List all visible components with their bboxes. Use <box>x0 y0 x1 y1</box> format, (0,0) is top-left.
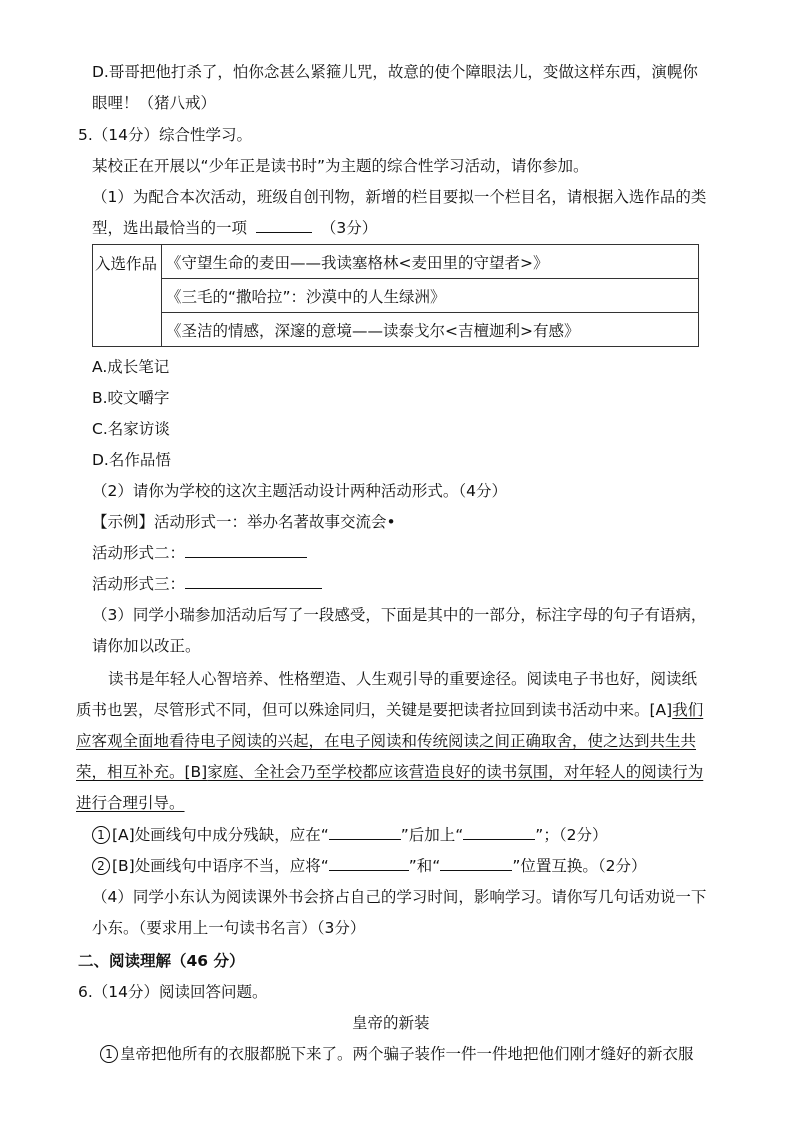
sub-question-1-text-2: ”后加上“ <box>400 826 464 844</box>
table-cell: 《守望生命的麦田——我读塞格林<麦田里的守望者>》 <box>162 245 699 279</box>
passage-line2 <box>76 700 703 720</box>
answer-blank[interactable] <box>463 825 535 840</box>
option-b: B.咬文嚼字 <box>92 389 170 407</box>
sub-question-1 <box>92 825 607 845</box>
sub-question-2-text-2: ”和“ <box>408 857 441 875</box>
circled-number: 2 <box>92 857 110 875</box>
selected-works-table <box>92 244 699 347</box>
table-cell: 《三毛的“撒哈拉”：沙漠中的人生绿洲》 <box>162 279 699 313</box>
activity-form-3-label: 活动形式三： <box>92 575 186 593</box>
q6-header: 6.（14分）阅读回答问题。 <box>78 983 268 1001</box>
activity-form-2 <box>92 543 307 563</box>
sub-question-1-text: [A]处画线句中成分残缺，应在“ <box>112 826 329 844</box>
underlined-sentence-b-end: 进行合理引导。 <box>76 794 185 812</box>
underlined-sentence-b: 家庭、全社会乃至学校都应该营造良好的读书氛围，对年轻人的阅读行为 <box>207 763 704 781</box>
passage-line4 <box>76 762 703 782</box>
table-header-cell: 入选作品 <box>93 245 162 347</box>
q5-part4-line2: 小东。（要求用上一句读书名言）（3分） <box>92 919 366 937</box>
option-d: D.名作品悟 <box>92 451 171 469</box>
table-row <box>93 279 699 313</box>
section-title: 二、阅读理解（46 分） <box>78 952 245 970</box>
answer-blank[interactable] <box>256 218 312 233</box>
table-cell: 《圣洁的情感，深邃的意境——读泰戈尔<吉檀迦利>有感》 <box>162 313 699 347</box>
story-para1 <box>100 1044 694 1064</box>
passage-line2-text: 质书也罢，尽管形式不同，但可以殊途同归，关键是要把读者拉回到读书活动中来。[A] <box>76 701 673 719</box>
q5-part3-line1: （3）同学小瑞参加活动后写了一段感受，下面是其中的一部分，标注字母的句子有语病， <box>92 606 707 624</box>
q5-part1-line2 <box>92 218 377 238</box>
answer-blank[interactable] <box>185 543 307 558</box>
q5-example: 【示例】活动形式一：举办名著故事交流会• <box>92 513 396 531</box>
answer-blank[interactable] <box>185 574 322 589</box>
q5-part1-text: 型，选出最恰当的一项 <box>92 219 248 237</box>
sub-question-2-text: [B]处画线句中语序不当，应将“ <box>112 857 329 875</box>
option-c: C.名家访谈 <box>92 420 170 438</box>
table-row <box>93 313 699 347</box>
passage-line1: 读书是年轻人心智培养、性格塑造、人生观引导的重要途径。阅读电子书也好，阅读纸 <box>108 670 698 688</box>
activity-form-3 <box>92 574 322 594</box>
story-title: 皇帝的新装 <box>352 1014 430 1032</box>
sub-question-1-score: ”；（2分） <box>535 826 608 844</box>
sub-question-2 <box>92 856 646 876</box>
q4-option-d-line2: 眼哩！（猪八戒） <box>92 94 217 112</box>
q5-part3-line2: 请你加以改正。 <box>92 637 201 655</box>
underlined-sentence-a-end: 荣，相互补充。[B] <box>76 763 208 781</box>
q5-header: 5.（14分）综合性学习。 <box>78 126 253 144</box>
answer-blank[interactable] <box>329 856 409 871</box>
underlined-sentence-a: 我们 <box>672 701 704 719</box>
option-a: A.成长笔记 <box>92 358 170 376</box>
story-para1-text: 皇帝把他所有的衣服都脱下来了。两个骗子装作一件一件地把他们刚才缝好的新衣服 <box>120 1045 694 1063</box>
table-row <box>93 245 699 279</box>
answer-blank[interactable] <box>440 856 512 871</box>
q5-part1-score: （3分） <box>320 219 378 237</box>
underlined-sentence-a-cont: 应客观全面地看待电子阅读的兴起，在电子阅读和传统阅读之间正确取舍，使之达到共生共 <box>76 732 697 750</box>
q5-part1-line1: （1）为配合本次活动，班级自创刊物，新增的栏目要拟一个栏目名，请根据入选作品的类 <box>92 188 707 206</box>
q5-intro: 某校正在开展以“少年正是读书时”为主题的综合性学习活动，请你参加。 <box>92 157 589 175</box>
circled-number: 1 <box>92 826 110 844</box>
answer-blank[interactable] <box>329 825 401 840</box>
activity-form-2-label: 活动形式二： <box>92 544 186 562</box>
q5-part2: （2）请你为学校的这次主题活动设计两种活动形式。（4分） <box>92 482 507 500</box>
q4-option-d-line1: D.哥哥把他打杀了，怕你念甚么紧箍儿咒，故意的使个障眼法儿，变做这样东西，演幌你 <box>92 63 698 81</box>
sub-question-2-score: ”位置互换。（2分） <box>512 857 647 875</box>
circled-number: 1 <box>100 1045 118 1063</box>
q5-part4-line1: （4）同学小东认为阅读课外书会挤占自己的学习时间，影响学习。请你写几句话劝说一下 <box>92 888 707 906</box>
